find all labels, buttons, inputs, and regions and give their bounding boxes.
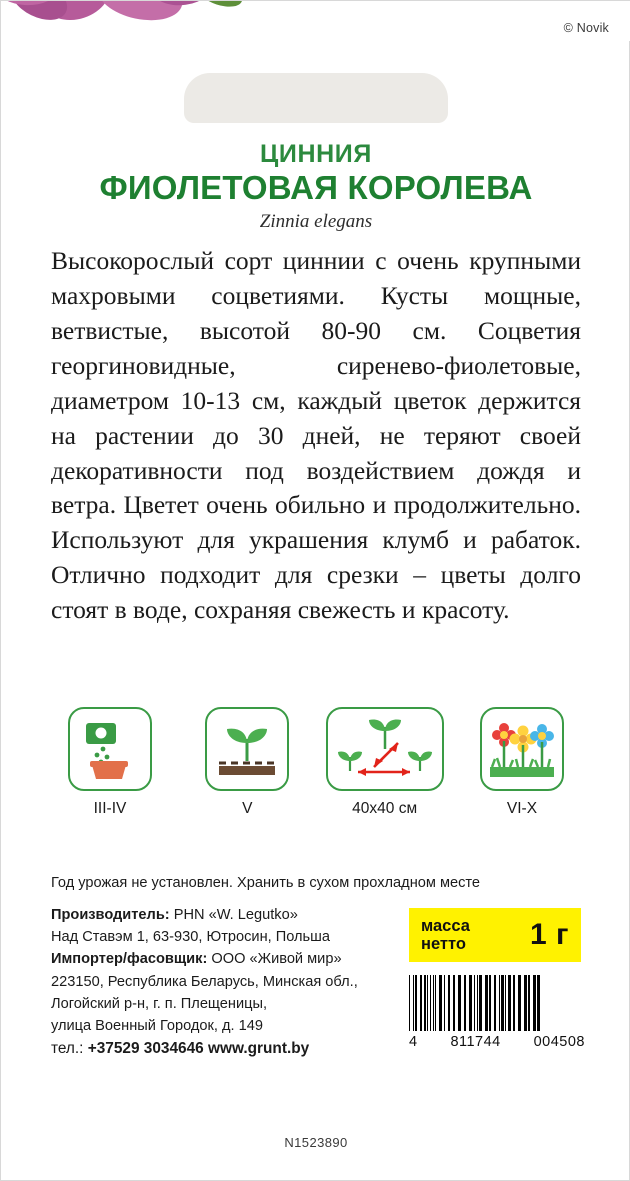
importer-address-line-2: Логойский р-н, г. п. Плещеницы, (51, 995, 268, 1012)
barcode-bars (409, 975, 585, 1031)
pictogram-frame (68, 707, 152, 791)
pictogram-sowing (51, 707, 169, 818)
description-text: Высокорослый сорт циннии с очень крупными махровыми соцветиями. Кусты мощные, ветвистые, высотой 80-90 см. Соцветия георгиновидные, сиренево-фиолетовые, диаметром 10-13 см, каждый цветок держится на растении до 30 дней, не теряют своей декоративности под воздействием дождя и ветра. Цветет очень обильно и продолжительно. Используют для украшения клумб и рабаток. Отлично подходит для срезки – цветы долго стоят в воде, сохраняя свежесть и красоту. (51, 246, 581, 625)
importer-address-line-3: улица Военный Городок, д. 149 (51, 1017, 264, 1034)
barcode-block (409, 975, 585, 1050)
producer-address: Над Ставэм 1, 63-930, Ютросин, Польша (51, 929, 330, 946)
variety-name: ФИОЛЕТОВАЯ КОРОЛЕВА (99, 169, 533, 207)
pictogram-label: VI-X (506, 800, 538, 817)
barcode-digit-group-2: 004508 (533, 1034, 585, 1050)
net-weight-words (421, 917, 470, 954)
barcode-digits (409, 1034, 585, 1050)
phone-number: +37529 3034646 (87, 1040, 204, 1058)
net-weight-word-line1: масса (421, 916, 470, 935)
pictogram-frame (205, 707, 289, 791)
pictogram-frame (326, 707, 444, 791)
pictogram-label: 40x40 см (352, 800, 418, 817)
pictogram-planting (188, 707, 306, 818)
importer-address-line-1: 223150, Республика Беларусь, Минская обл., (51, 973, 358, 990)
photo-copyright: © Novik (563, 21, 609, 35)
pictogram-label: III-IV (93, 800, 127, 817)
spacing-arrows-icon (328, 709, 442, 789)
contact-line (51, 1037, 401, 1060)
title-block (1, 141, 630, 233)
flower-photo-strip (1, 1, 630, 41)
hang-hole-tab (184, 73, 448, 123)
petal-shape (4, 1, 74, 28)
net-weight-badge (409, 908, 581, 962)
legal-block (51, 904, 401, 1060)
producer-name: PHN «W. Legutko» (173, 907, 298, 923)
website-link[interactable]: www.grunt.by (208, 1040, 310, 1058)
harvest-note: Год урожая не установлен. Хранить в сухом прохладном месте (51, 875, 481, 891)
importer-label: Импортер/фасовщик: (51, 951, 208, 968)
pictogram-spacing (326, 707, 444, 818)
leaf-shape (195, 1, 246, 12)
producer-label: Производитель: (51, 907, 170, 923)
pictogram-frame (480, 707, 564, 791)
sowing-pot-icon (70, 709, 150, 789)
seedling-soil-icon (207, 709, 287, 789)
pictogram-row (51, 707, 581, 818)
net-weight-value: 1 г (529, 918, 569, 951)
barcode-digit-group-1: 811744 (450, 1034, 501, 1050)
importer-name: ООО «Живой мир» (211, 951, 342, 968)
importer-line (51, 948, 401, 970)
pictogram-flowering (463, 707, 581, 818)
net-weight-word-line2: нетто (421, 935, 466, 953)
barcode-digit-left: 4 (409, 1034, 418, 1050)
pictogram-label: V (242, 800, 253, 817)
packet-code: N1523890 (284, 1135, 348, 1150)
phone-label: тел.: (51, 1040, 84, 1058)
crop-name: ЦИННИЯ (260, 140, 372, 168)
producer-line (51, 904, 401, 926)
flowering-field-icon (482, 709, 562, 789)
latin-name: Zinnia elegans (259, 210, 373, 232)
